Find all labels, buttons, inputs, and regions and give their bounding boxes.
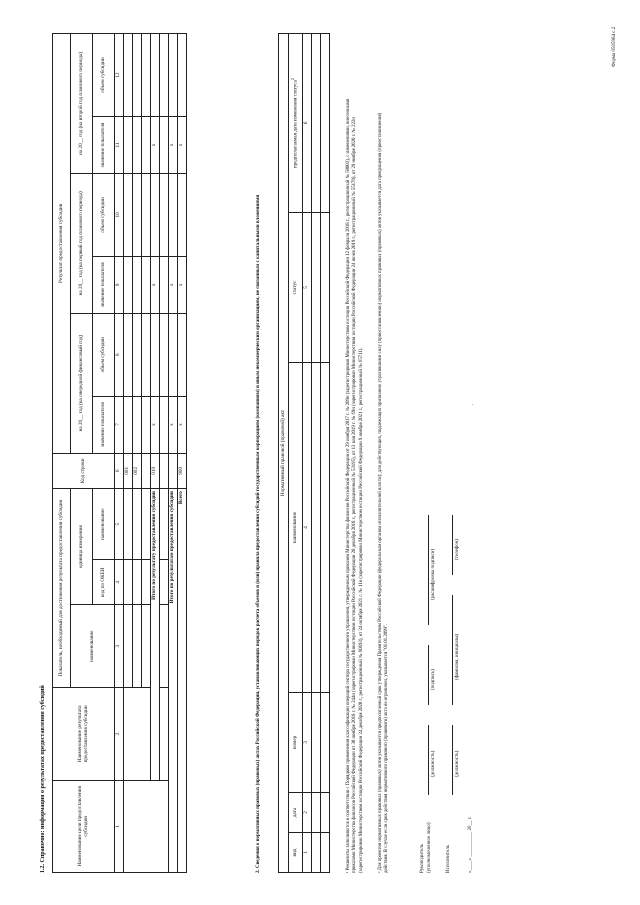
footnote-2: ² Для проектов нормативных правовых (правовых) актов указывается предполагаемый срок утверждения Правительством Российской Федерации (федеральным органом исполнительной власти); для действующих, подлежащих признанию утратившими силу (приостановлению) нормативных правовых (правовых) актов указывается дата прекращения (приостановления) действия. В случае если срок действия нормативного правового (правового) акта не ограничен, указывается "01.01.2099". bbox=[378, 112, 390, 873]
cell bbox=[168, 313, 177, 396]
header-indicator-group: Показатель, необходимый для достижения результата предоставления субсидии bbox=[53, 489, 71, 688]
cell bbox=[159, 489, 168, 560]
cell bbox=[159, 453, 168, 489]
table-row bbox=[123, 34, 132, 873]
cell bbox=[168, 34, 177, 117]
status-date-text: предполагаемая дата изменения статуса bbox=[293, 80, 299, 169]
cell bbox=[320, 793, 329, 833]
cell bbox=[159, 256, 168, 313]
header-unit-name: наименование bbox=[93, 489, 115, 560]
results-table bbox=[52, 33, 187, 873]
col-num: 4 bbox=[115, 560, 124, 605]
executor-fullname-line bbox=[452, 595, 453, 705]
head-signature-caption: (подпись) bbox=[431, 669, 436, 690]
cell bbox=[159, 34, 168, 117]
col-num: 5 bbox=[303, 213, 312, 363]
cell bbox=[159, 173, 168, 256]
cell bbox=[132, 396, 141, 453]
header-act-name: наименование bbox=[289, 363, 303, 693]
col-num: 3 bbox=[115, 605, 124, 688]
header-act-status: статус bbox=[289, 213, 303, 363]
header-act-status-date bbox=[289, 34, 303, 213]
executor-phone-line bbox=[452, 515, 453, 575]
head-position-line bbox=[428, 725, 429, 795]
grand-total-row bbox=[177, 34, 186, 873]
cell bbox=[141, 489, 150, 560]
x-cell: x bbox=[150, 256, 159, 313]
total-result-label: Итого по результату предоставления субсидии bbox=[150, 489, 159, 780]
cell bbox=[150, 313, 159, 396]
cell bbox=[320, 693, 329, 793]
cell bbox=[123, 34, 132, 117]
cell bbox=[141, 560, 150, 605]
col-num: 1 bbox=[303, 833, 312, 873]
executor-position-line bbox=[452, 725, 453, 795]
x-cell: x bbox=[150, 396, 159, 453]
cell bbox=[141, 34, 150, 117]
x-cell: x bbox=[168, 256, 177, 313]
cell bbox=[177, 173, 186, 256]
row-code-cell: 001 bbox=[123, 453, 132, 489]
col-num: 5 bbox=[115, 489, 124, 560]
header-indicator-name: наименование bbox=[71, 605, 115, 688]
x-cell: x bbox=[150, 117, 159, 174]
col-num: 7 bbox=[115, 396, 124, 453]
row-code-cell: 002 bbox=[132, 453, 141, 489]
results-total-row bbox=[168, 34, 177, 873]
cell bbox=[159, 396, 168, 453]
header-act-date: дата bbox=[289, 793, 303, 833]
cell bbox=[159, 117, 168, 174]
cell bbox=[123, 489, 132, 560]
col-num: 1 bbox=[115, 780, 124, 872]
header-value-1: значение показателя bbox=[93, 256, 115, 313]
cell bbox=[132, 117, 141, 174]
header-result-group: Результат предоставления субсидии bbox=[53, 34, 71, 454]
head-signature-line bbox=[428, 645, 429, 705]
cell bbox=[141, 117, 150, 174]
acts-table bbox=[278, 33, 330, 873]
col-num: 2 bbox=[303, 793, 312, 833]
header-name-result: Наименование результата предоставления субсидии bbox=[53, 688, 115, 780]
cell bbox=[123, 396, 132, 453]
cell bbox=[132, 489, 141, 560]
cell bbox=[141, 313, 150, 396]
date-line: «____» __________ 20__ г. bbox=[468, 816, 473, 873]
table-row bbox=[311, 34, 320, 873]
cell bbox=[177, 313, 186, 396]
cell bbox=[132, 605, 141, 688]
cell bbox=[159, 688, 168, 780]
head-decoding-line bbox=[428, 515, 429, 625]
col-num: 8 bbox=[115, 313, 124, 396]
header-amount-2: объем субсидии bbox=[93, 34, 115, 117]
footnote-ref-2: 2 bbox=[290, 77, 296, 81]
column-numbers-row bbox=[303, 34, 312, 873]
header-act-number: номер bbox=[289, 693, 303, 793]
executor-fullname-caption: (фамилия, инициалы) bbox=[455, 633, 460, 680]
header-unit-group: единица измерения bbox=[71, 489, 93, 605]
cell bbox=[132, 34, 141, 117]
executor-phone-caption: (телефон) bbox=[455, 539, 460, 560]
col-num: 11 bbox=[115, 117, 124, 174]
col-num: 2 bbox=[115, 688, 124, 780]
header-okei-code: код по ОКЕИ bbox=[93, 560, 115, 605]
cell bbox=[177, 34, 186, 117]
cell bbox=[132, 256, 141, 313]
header-year1: на 20__ год (на первый год планового периода) bbox=[71, 173, 93, 313]
cell bbox=[320, 213, 329, 363]
cell bbox=[311, 34, 320, 213]
cell bbox=[320, 363, 329, 693]
executor-label: Исполнитель bbox=[446, 845, 451, 873]
total-label: Итого по результатам предоставления субсидии bbox=[168, 489, 177, 873]
col-num: 3 bbox=[303, 693, 312, 793]
head-sub: (уполномоченное лицо) bbox=[427, 822, 432, 873]
x-cell: x bbox=[168, 117, 177, 174]
row-code-cell: 010 bbox=[150, 453, 159, 489]
x-cell: x bbox=[177, 396, 186, 453]
cell-result bbox=[123, 688, 150, 780]
cell bbox=[159, 560, 168, 605]
col-num: 9 bbox=[115, 256, 124, 313]
cell bbox=[168, 453, 177, 489]
cell bbox=[141, 396, 150, 453]
cell bbox=[141, 173, 150, 256]
cell bbox=[132, 313, 141, 396]
header-value-0: значение показателя bbox=[93, 396, 115, 453]
cell bbox=[159, 313, 168, 396]
page-mark: . bbox=[470, 403, 475, 405]
cell bbox=[123, 313, 132, 396]
cell bbox=[141, 256, 150, 313]
col-num: 4 bbox=[303, 363, 312, 693]
table-row bbox=[159, 34, 168, 873]
table-row bbox=[320, 34, 329, 873]
col-num: 6 bbox=[303, 34, 312, 213]
cell bbox=[123, 173, 132, 256]
header-act-kind: вид bbox=[289, 833, 303, 873]
x-cell: x bbox=[168, 396, 177, 453]
cell bbox=[123, 117, 132, 174]
header-amount-1: объем субсидии bbox=[93, 173, 115, 256]
section1-title: 1.2. Справочно: информация о результатах предоставления субсидий bbox=[40, 685, 46, 873]
grand-total-label: Всего bbox=[177, 489, 186, 873]
cell bbox=[141, 605, 150, 688]
cell bbox=[150, 34, 159, 117]
cell bbox=[159, 605, 168, 688]
header-act-group: Нормативный правовой (правовой) акт bbox=[279, 34, 289, 873]
col-num: 10 bbox=[115, 173, 124, 256]
cell bbox=[168, 173, 177, 256]
col-num: 6 bbox=[115, 453, 124, 489]
cell-direction bbox=[123, 780, 168, 872]
executor-position-caption: (должность) bbox=[455, 750, 460, 777]
head-label: Руководитель bbox=[420, 843, 425, 873]
column-numbers-row bbox=[115, 34, 124, 873]
cell bbox=[123, 605, 132, 688]
head-position-caption: (должность) bbox=[431, 750, 436, 777]
cell bbox=[320, 833, 329, 873]
cell bbox=[132, 560, 141, 605]
cell bbox=[141, 453, 150, 489]
cell bbox=[320, 34, 329, 213]
head-decoding-caption: (расшифровка подписи) bbox=[431, 548, 436, 600]
x-cell: x bbox=[177, 256, 186, 313]
header-name-direction: Наименование цели предоставления субсидии bbox=[53, 780, 115, 872]
form-number: Форма 0505964 с.2 bbox=[612, 26, 617, 67]
footnote-1: ¹ Реквизиты заполняются в соответствии с Порядком применения классификации операций сектора государственного управления, утвержденным приказом Министерства финансов Российской Федерации от 29 ноября 2017 г. № 209н (зарегистрирован Министерством юстиции Российской Федерации 12 февраля 2018 г., регистрационный № 50003), с изменениями, внесенными приказами Министерства финансов Российской Федерации от 30 ноября 2018 г. № 244н (зарегистрирован Министерством юстиции Российской Федерации 28 декабря 2018 г., регистрационный № 53195), от 13 мая 2019 г. № 69н (зарегистрирован Министерством юстиции Российской Федерации 24 июня 2019 г., регистрационный № 55170), от 29 ноября 2020 г. № 222н (зарегистрирован Министерством юстиции Российской Федерации 24 декабря 2020 г., регистрационный № 60693), от 24 октября 2021 г. № 11н (зарегистрирован Министерством юстиции Российской Федерации 9 ноября 2021 г., регистрационный № 65711). bbox=[346, 98, 364, 873]
cell bbox=[311, 363, 320, 693]
cell bbox=[311, 833, 320, 873]
cell bbox=[311, 213, 320, 363]
header-year2: на 20__ год (на второй год планового периода) bbox=[71, 34, 93, 174]
header-row-code: Код строки bbox=[53, 453, 115, 489]
cell bbox=[150, 173, 159, 256]
x-cell: x bbox=[177, 117, 186, 174]
header-value-2: значение показателя bbox=[93, 117, 115, 174]
section2-title: 2. Сведения о нормативных правовых (правовых) актах Российской Федерации, устанавливающих порядок расчета объемов и (или) правила предоставления субсидий государственным корпорациям (компаниям) и иным некоммерческим организациям, не связанным с капитальными вложениями bbox=[256, 194, 261, 873]
cell bbox=[132, 173, 141, 256]
cell bbox=[311, 793, 320, 833]
header-amount-0: объем субсидии bbox=[93, 313, 115, 396]
result-total-row bbox=[150, 34, 159, 873]
cell bbox=[123, 560, 132, 605]
cell bbox=[311, 693, 320, 793]
col-num: 12 bbox=[115, 34, 124, 117]
row-code-cell: 900 bbox=[177, 453, 186, 489]
cell bbox=[123, 256, 132, 313]
header-year0: на 20__ год (на очередной финансовый год) bbox=[71, 313, 93, 453]
